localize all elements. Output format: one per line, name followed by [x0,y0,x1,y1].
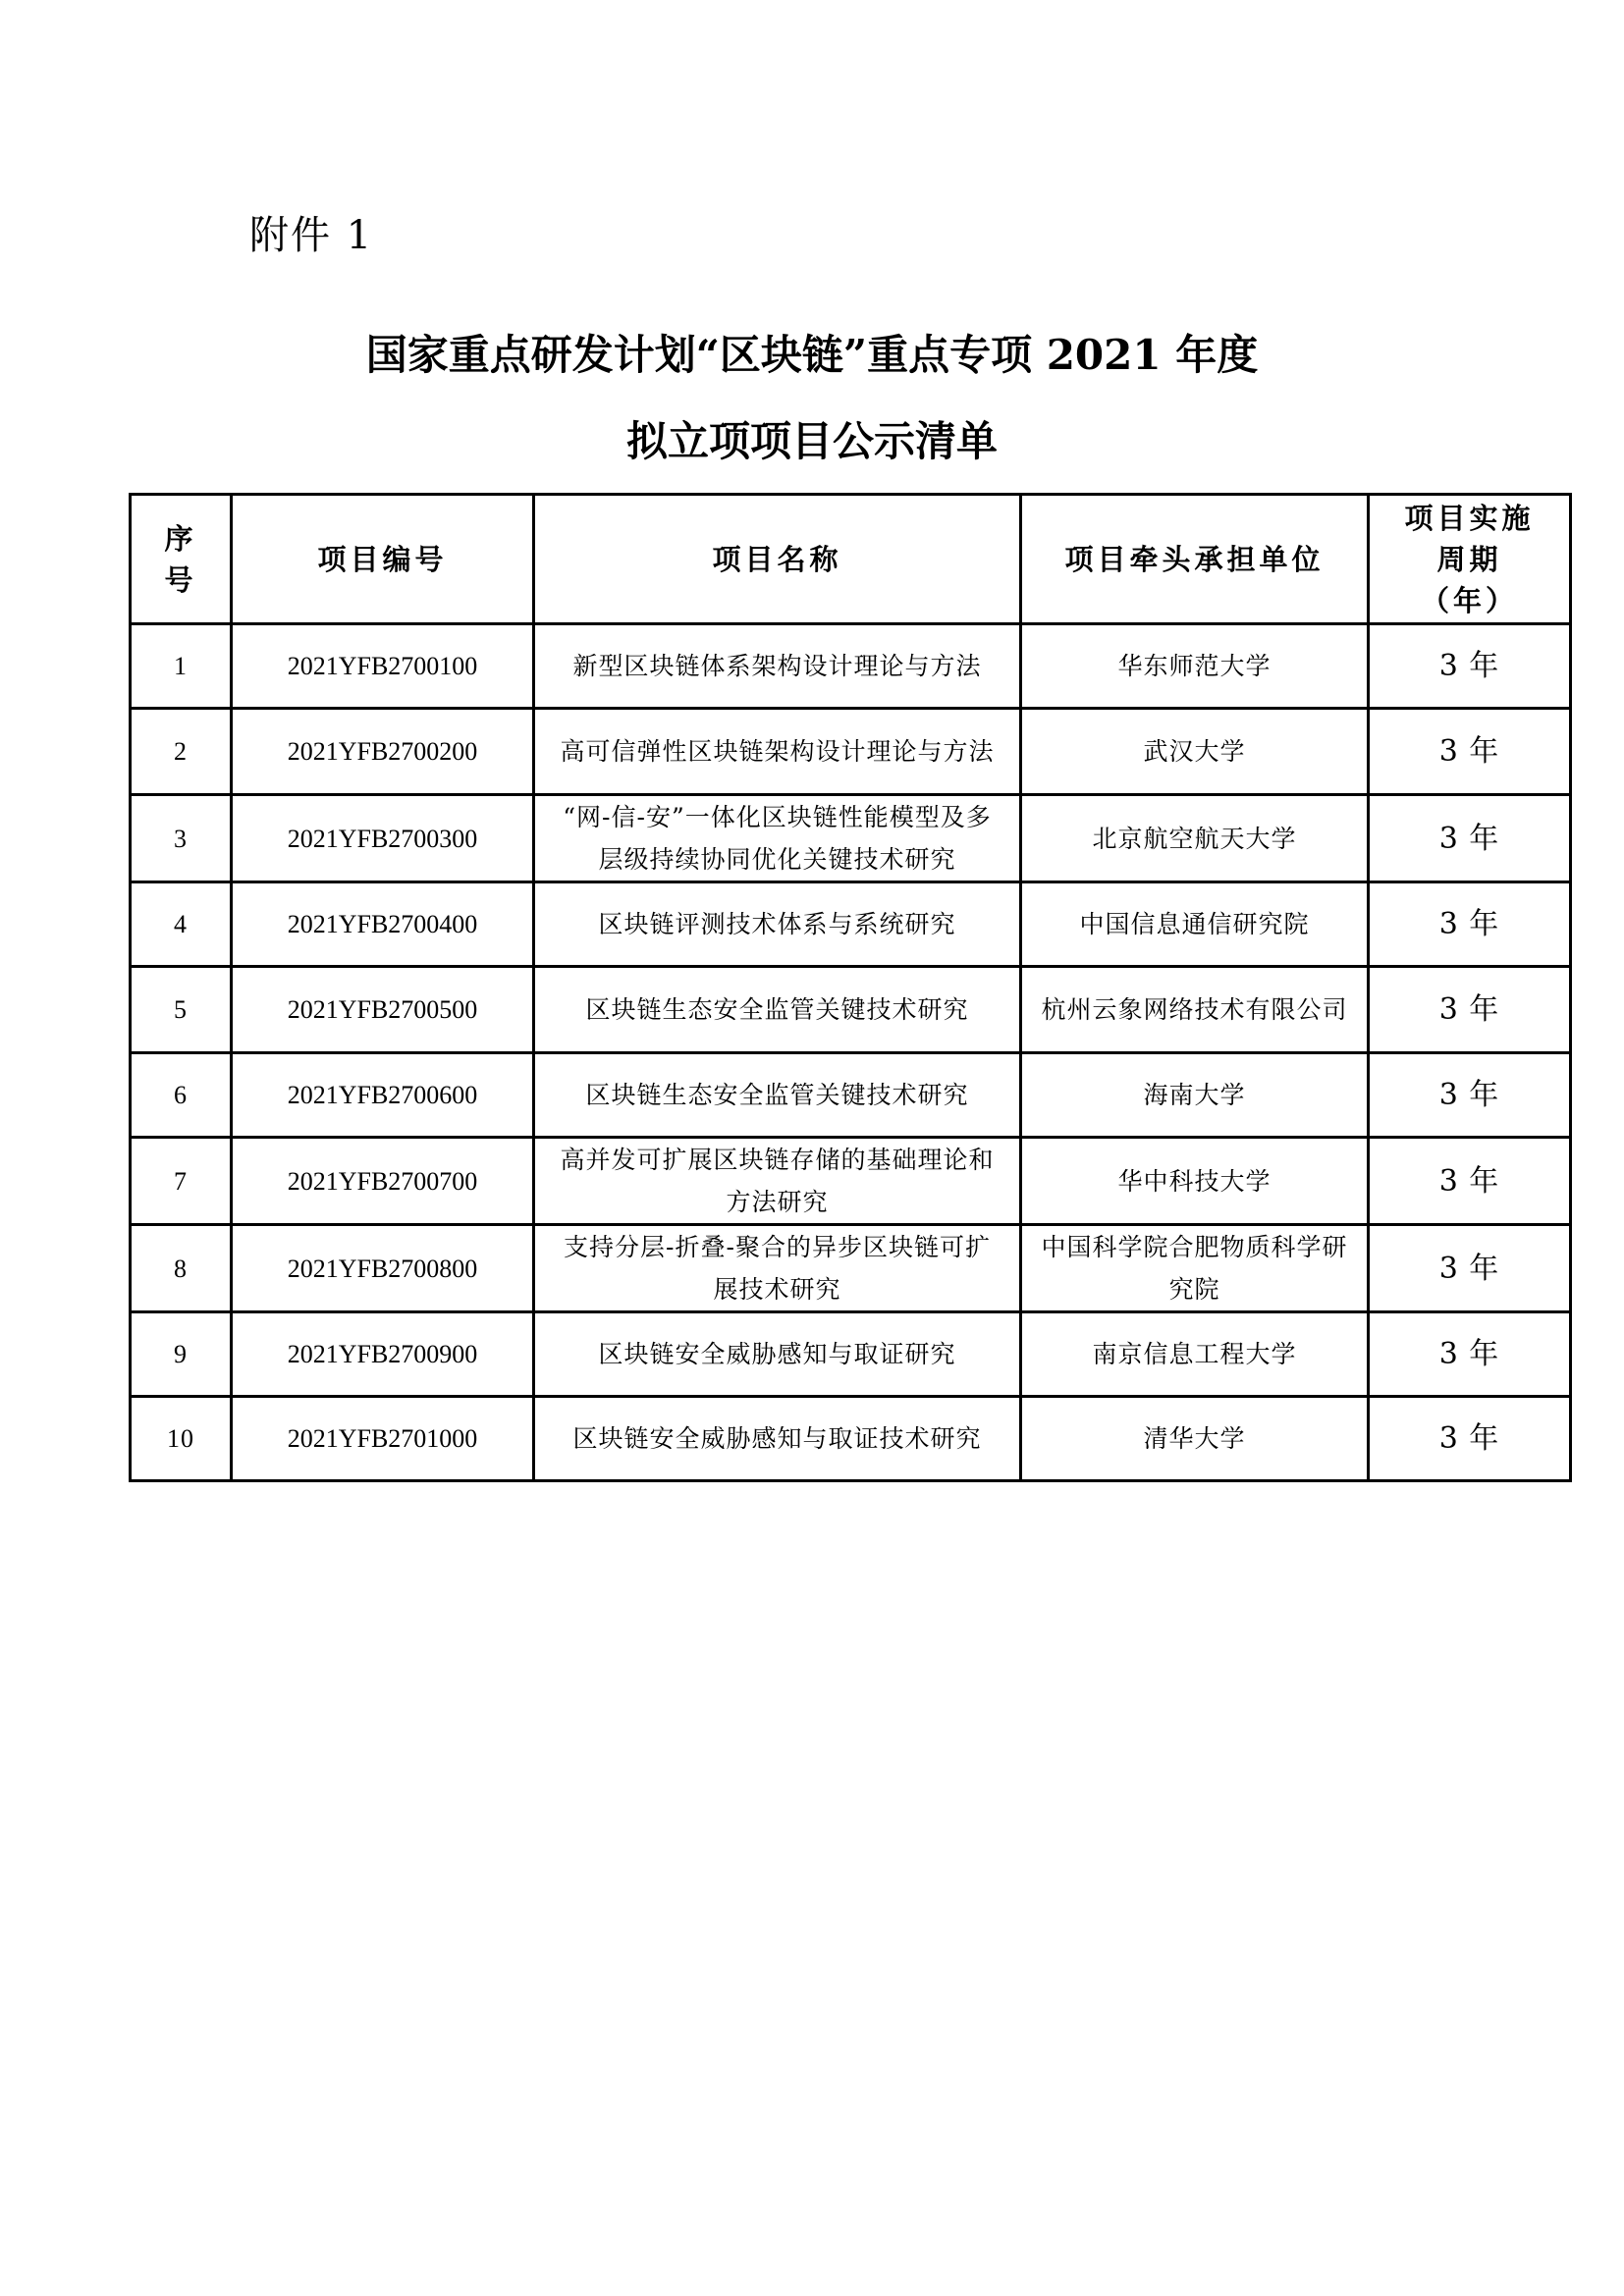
cell-name: 区块链生态安全监管关键技术研究 [534,967,1021,1053]
header-seq: 序号 [131,495,232,624]
cell-period: 3 年 [1369,1225,1571,1312]
table-header-row [131,495,1571,624]
cell-seq: 4 [131,882,232,967]
table-row [131,1397,1571,1481]
attachment-label: 附件 1 [249,213,374,258]
cell-period: 3 年 [1369,1053,1571,1138]
table-row [131,1312,1571,1397]
table-row [131,624,1571,709]
table-row [131,1138,1571,1225]
cell-code: 2021YFB2700700 [232,1138,534,1225]
cell-code: 2021YFB2700300 [232,795,534,882]
cell-seq: 2 [131,709,232,795]
cell-unit: 杭州云象网络技术有限公司 [1021,967,1369,1053]
cell-name: 高并发可扩展区块链存储的基础理论和方法研究 [534,1138,1021,1225]
cell-period: 3 年 [1369,1138,1571,1225]
cell-unit: 华东师范大学 [1021,624,1369,709]
cell-name: “网-信-安”一体化区块链性能模型及多层级持续协同优化关键技术研究 [534,795,1021,882]
cell-code: 2021YFB2700500 [232,967,534,1053]
header-code: 项目编号 [232,495,534,624]
cell-name: 区块链安全威胁感知与取证技术研究 [534,1397,1021,1481]
table-row [131,967,1571,1053]
cell-unit: 南京信息工程大学 [1021,1312,1369,1397]
table-row [131,1225,1571,1312]
cell-seq: 1 [131,624,232,709]
cell-seq: 7 [131,1138,232,1225]
project-list-table [129,493,1572,1482]
cell-period: 3 年 [1369,1397,1571,1481]
cell-code: 2021YFB2700400 [232,882,534,967]
cell-unit: 武汉大学 [1021,709,1369,795]
cell-seq: 10 [131,1397,232,1481]
cell-name: 区块链生态安全监管关键技术研究 [534,1053,1021,1138]
cell-seq: 9 [131,1312,232,1397]
cell-period: 3 年 [1369,882,1571,967]
header-period [1369,495,1571,624]
cell-name: 高可信弹性区块链架构设计理论与方法 [534,709,1021,795]
document-title-line-1: 国家重点研发计划“区块链”重点专项 2021 年度 [365,331,1259,379]
cell-code: 2021YFB2700900 [232,1312,534,1397]
cell-code: 2021YFB2700600 [232,1053,534,1138]
cell-name: 新型区块链体系架构设计理论与方法 [534,624,1021,709]
header-name: 项目名称 [534,495,1021,624]
document-title-line-2: 拟立项项目公示清单 [625,417,998,465]
table-row [131,882,1571,967]
table-row [131,1053,1571,1138]
cell-code: 2021YFB2700100 [232,624,534,709]
cell-name: 区块链安全威胁感知与取证研究 [534,1312,1021,1397]
cell-seq: 5 [131,967,232,1053]
cell-unit: 华中科技大学 [1021,1138,1369,1225]
cell-unit: 中国科学院合肥物质科学研究院 [1021,1225,1369,1312]
cell-seq: 3 [131,795,232,882]
cell-period: 3 年 [1369,1312,1571,1397]
cell-seq: 8 [131,1225,232,1312]
cell-period: 3 年 [1369,967,1571,1053]
cell-name: 支持分层-折叠-聚合的异步区块链可扩展技术研究 [534,1225,1021,1312]
cell-unit: 海南大学 [1021,1053,1369,1138]
table-row [131,795,1571,882]
header-period-line-2: 周期 [1436,542,1502,576]
cell-name: 区块链评测技术体系与系统研究 [534,882,1021,967]
cell-code: 2021YFB2700800 [232,1225,534,1312]
cell-period: 3 年 [1369,795,1571,882]
header-period-line-3: （年） [1420,583,1518,617]
cell-period: 3 年 [1369,709,1571,795]
header-period-line-1: 项目实施 [1404,501,1535,535]
cell-unit: 中国信息通信研究院 [1021,882,1369,967]
cell-code: 2021YFB2701000 [232,1397,534,1481]
cell-unit: 清华大学 [1021,1397,1369,1481]
table-row [131,709,1571,795]
cell-period: 3 年 [1369,624,1571,709]
header-unit: 项目牵头承担单位 [1021,495,1369,624]
cell-unit: 北京航空航天大学 [1021,795,1369,882]
cell-seq: 6 [131,1053,232,1138]
cell-code: 2021YFB2700200 [232,709,534,795]
